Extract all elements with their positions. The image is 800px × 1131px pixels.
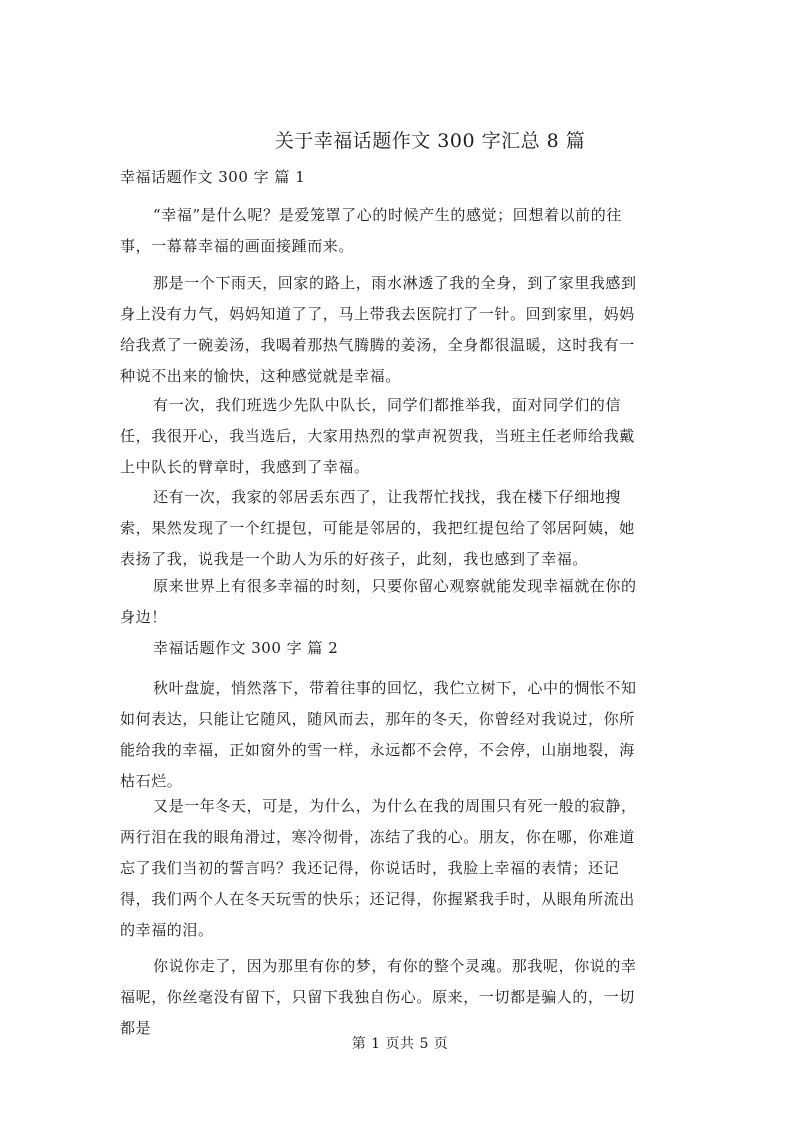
document-title: 关于幸福话题作文 300 字汇总 8 篇 bbox=[274, 130, 586, 152]
section-heading-1: 幸福话题作文 300 字 篇 1 bbox=[120, 168, 306, 186]
section-heading-2: 幸福话题作文 300 字 篇 2 bbox=[153, 639, 339, 657]
paragraph: 还有一次，我家的邻居丢东西了，让我帮忙找找，我在楼下仔细地搜索，果然发现了一个红提包，可能是邻居的，我把红提包给了邻居阿姨，她表扬了我，说我是一个助人为乐的好孩子，此刻，我也感到了幸福。 bbox=[120, 488, 635, 568]
paragraph: 又是一年冬天，可是，为什么，为什么在我的周围只有死一般的寂静，两行泪在我的眼角滑过，寒冷彻骨，冻结了我的心。朋友，你在哪，你难道忘了我们当初的誓言吗？我还记得，你说话时，我脸上幸福的表情；还记得，我们两个人在冬天玩雪的快乐；还记得，你握紧我手时，从眼角所流出的幸福的泪。 bbox=[120, 797, 637, 939]
paragraph: 秋叶盘旋，悄然落下，带着往事的回忆，我伫立树下，心中的惆怅不知如何表达，只能让它随风，随风而去，那年的冬天，你曾经对我说过，你所能给我的幸福，正如窗外的雪一样，永远都不会停，不会停，山崩地裂，海枯石烂。 bbox=[120, 679, 637, 790]
page-footer: 第 1 页共 5 页 bbox=[351, 1036, 449, 1052]
paragraph: 你说你走了，因为那里有你的梦，有你的整个灵魂。那我呢，你说的幸福呢，你丝毫没有留下，只留下我独自伤心。原来，一切都是骗人的，一切都是 bbox=[120, 957, 637, 1037]
paragraph: 有一次，我们班选少先队中队长，同学们都推举我，面对同学们的信任，我很开心，我当选后，大家用热烈的掌声祝贺我，当班主任老师给我戴上中队长的臂章时，我感到了幸福。 bbox=[120, 396, 635, 476]
paragraph: “幸福”是什么呢？是爱笼罩了心的时候产生的感觉；回想着以前的往事，一幕幕幸福的画面接踵而来。 bbox=[120, 206, 622, 255]
paragraph: 那是一个下雨天，回家的路上，雨水淋透了我的全身，到了家里我感到身上没有力气，妈妈知道了了，马上带我去医院打了一针。回到家里，妈妈给我煮了一碗姜汤，我喝着那热气腾腾的姜汤，全身都很温暖，这时我有一种说不出来的愉快，这种感觉就是幸福。 bbox=[120, 274, 637, 385]
paragraph: 原来世界上有很多幸福的时刻，只要你留心观察就能发现幸福就在你的身边！ bbox=[120, 577, 637, 626]
